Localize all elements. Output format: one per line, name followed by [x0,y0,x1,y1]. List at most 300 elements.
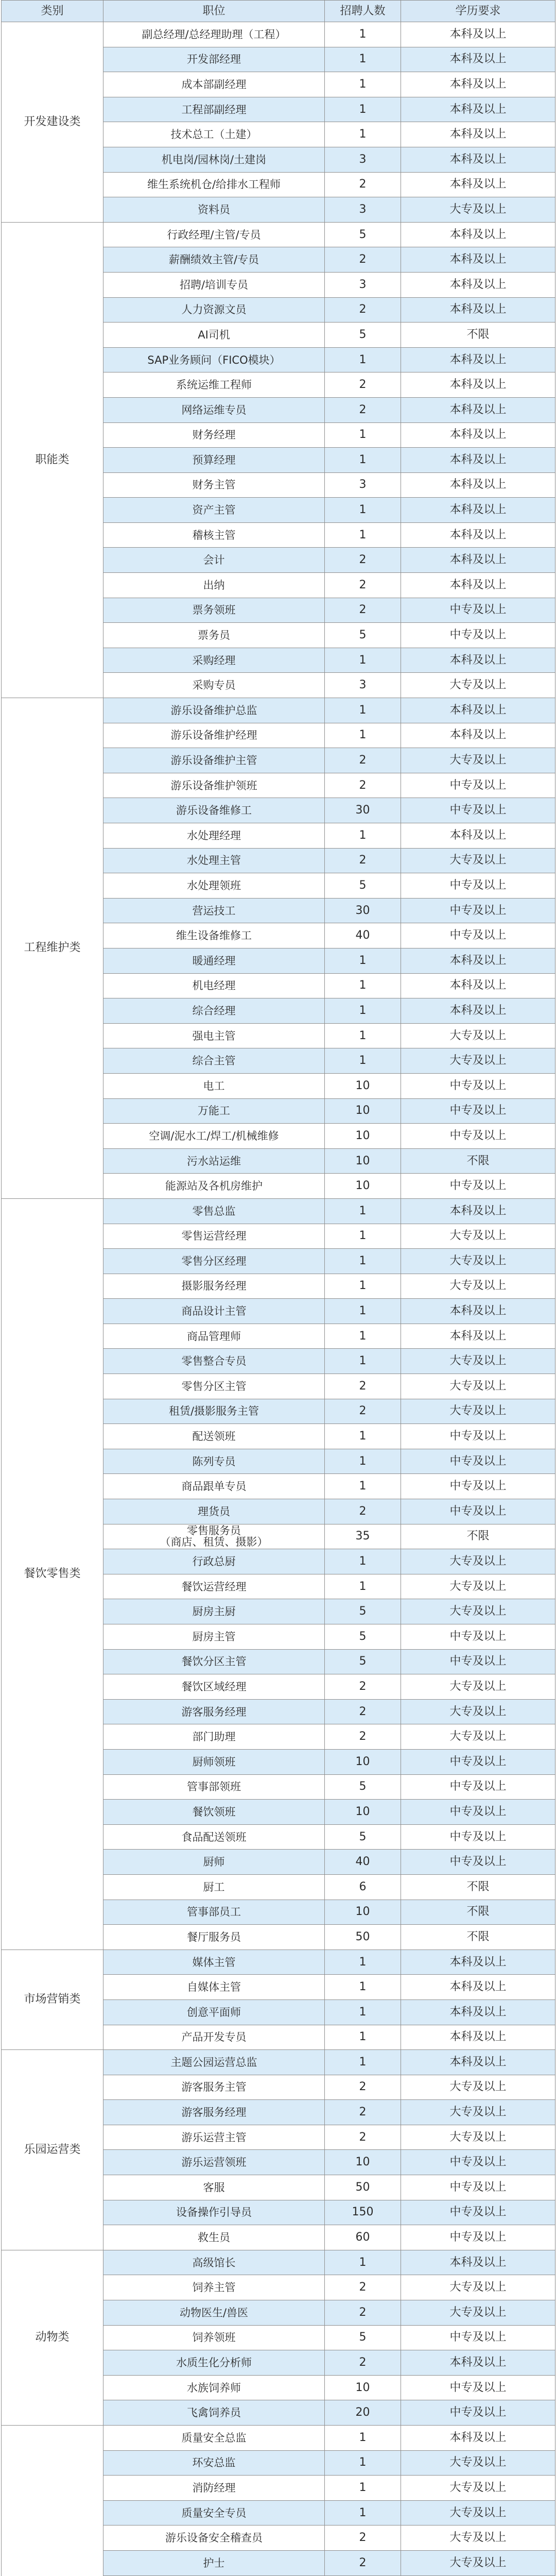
position-cell: 稽核主管 [103,522,325,548]
education-cell: 本科及以上 [401,973,555,998]
position-cell: 商品管理师 [103,1324,325,1349]
position-cell: 空调/泥水工/焊工/机械维修 [103,1124,325,1149]
position-cell: 零售分区主管 [103,1374,325,1399]
education-cell: 本科及以上 [401,97,555,122]
position-cell: 设备操作引导员 [103,2200,325,2225]
position-cell: 餐厅服务员 [103,1925,325,1950]
count-cell: 3 [325,272,401,297]
count-cell: 2 [325,598,401,623]
position-cell: 营运技工 [103,898,325,923]
header-education: 学历要求 [401,1,555,22]
position-cell: 饲养领班 [103,2325,325,2350]
position-cell: 游客服务主管 [103,2075,325,2100]
education-cell: 大专及以上 [401,1674,555,1700]
count-cell: 5 [325,1774,401,1800]
position-cell: 出纳 [103,573,325,598]
count-cell: 1 [325,1449,401,1474]
education-cell: 不限 [401,323,555,348]
position-cell: 摄影服务经理 [103,1274,325,1299]
position-cell: 维生系统机仓/给排水工程师 [103,172,325,197]
education-cell: 大专及以上 [401,2526,555,2551]
education-cell: 大专及以上 [401,2300,555,2326]
position-cell: 水处理主管 [103,848,325,873]
education-cell: 中专及以上 [401,1499,555,1524]
education-cell: 本科及以上 [401,723,555,748]
education-cell: 本科及以上 [401,222,555,247]
education-cell: 大专及以上 [401,1023,555,1048]
count-cell: 2 [325,2350,401,2376]
education-cell: 大专及以上 [401,748,555,773]
header-category: 类别 [2,1,103,22]
count-cell: 10 [325,1800,401,1825]
position-cell: 陈列专员 [103,1449,325,1474]
count-cell: 2 [325,548,401,573]
position-cell: 商品设计主管 [103,1299,325,1324]
education-cell: 大专及以上 [401,2476,555,2501]
position-cell: 副总经理/总经理助理（工程） [103,22,325,47]
count-cell: 2 [325,773,401,798]
count-cell: 1 [325,1249,401,1274]
position-cell: 零售整合专员 [103,1349,325,1374]
position-cell: 护士 [103,2550,325,2575]
education-cell: 本科及以上 [401,122,555,147]
category-cell: 开发建设类 [2,22,103,223]
count-cell: 1 [325,72,401,97]
position-cell: 招聘/培训专员 [103,272,325,297]
count-cell: 1 [325,522,401,548]
education-cell: 大专及以上 [401,1048,555,1074]
count-cell: 6 [325,1874,401,1900]
education-cell: 大专及以上 [401,2550,555,2575]
education-cell: 中专及以上 [401,923,555,948]
count-cell: 1 [325,1274,401,1299]
position-cell: 薪酬绩效主管/专员 [103,247,325,273]
count-cell: 1 [325,2050,401,2075]
count-cell: 5 [325,1824,401,1850]
position-cell: 部门助理 [103,1724,325,1750]
position-cell: 游乐设备维护经理 [103,723,325,748]
education-cell: 大专及以上 [401,2500,555,2526]
education-cell: 本科及以上 [401,2250,555,2275]
count-cell: 2 [325,1399,401,1424]
count-cell: 3 [325,197,401,223]
count-cell: 2 [325,297,401,323]
position-cell: 维生设备维修工 [103,923,325,948]
education-cell: 大专及以上 [401,2125,555,2150]
position-cell: 厨房主厨 [103,1599,325,1624]
count-cell: 1 [325,973,401,998]
count-cell: 1 [325,347,401,372]
count-cell: 5 [325,623,401,648]
education-cell: 大专及以上 [401,2075,555,2100]
position-cell: 客服 [103,2175,325,2200]
position-cell: 零售总监 [103,1198,325,1224]
education-cell: 本科及以上 [401,498,555,523]
count-cell: 10 [325,1900,401,1925]
education-cell: 本科及以上 [401,422,555,448]
position-cell: 零售运营经理 [103,1224,325,1249]
education-cell: 中专及以上 [401,1624,555,1650]
position-cell: 资产主管 [103,498,325,523]
education-cell: 本科及以上 [401,2050,555,2075]
position-cell: 工程部副经理 [103,97,325,122]
position-cell: 高级馆长 [103,2250,325,2275]
education-cell: 中专及以上 [401,2325,555,2350]
position-cell: 开发部经理 [103,47,325,72]
education-cell: 本科及以上 [401,472,555,498]
position-cell: 水质生化分析师 [103,2350,325,2376]
count-cell: 1 [325,498,401,523]
position-cell: 水处理经理 [103,823,325,849]
position-cell: 餐饮领班 [103,1800,325,1825]
count-cell: 2 [325,748,401,773]
table-body [2,22,555,2576]
count-cell: 1 [325,422,401,448]
count-cell: 35 [325,1524,401,1549]
education-cell: 中专及以上 [401,773,555,798]
position-cell: 游客服务经理 [103,2100,325,2125]
education-cell: 本科及以上 [401,522,555,548]
education-cell: 本科及以上 [401,573,555,598]
education-cell: 中专及以上 [401,798,555,823]
education-cell: 不限 [401,1524,555,1549]
count-cell: 1 [325,1950,401,1975]
count-cell: 5 [325,222,401,247]
education-cell: 不限 [401,1874,555,1900]
position-cell: 餐饮区域经理 [103,1674,325,1700]
count-cell: 1 [325,1324,401,1349]
education-cell: 大专及以上 [401,1699,555,1724]
count-cell: 2 [325,172,401,197]
table-row [2,22,555,47]
education-cell: 中专及以上 [401,2400,555,2426]
education-cell: 本科及以上 [401,22,555,47]
count-cell: 10 [325,1749,401,1774]
count-cell: 1 [325,2250,401,2275]
count-cell: 3 [325,673,401,698]
position-cell: 厨师领班 [103,1749,325,1774]
position-cell: 游乐运营主管 [103,2125,325,2150]
education-cell: 本科及以上 [401,1975,555,2000]
count-cell: 10 [325,1098,401,1124]
education-cell: 本科及以上 [401,1324,555,1349]
position-cell: 成本部副经理 [103,72,325,97]
education-cell: 大专及以上 [401,2100,555,2125]
table-row [2,2050,555,2075]
table-row [2,698,555,723]
position-cell: 行政经理/主管/专员 [103,222,325,247]
education-cell: 大专及以上 [401,1724,555,1750]
count-cell: 5 [325,1649,401,1674]
count-cell: 1 [325,97,401,122]
table-row [2,1198,555,1224]
count-cell: 5 [325,1624,401,1650]
education-cell: 大专及以上 [401,197,555,223]
position-cell: 理货员 [103,1499,325,1524]
count-cell: 1 [325,1975,401,2000]
count-cell: 1 [325,122,401,147]
count-cell: 1 [325,1424,401,1449]
position-cell: 厨工 [103,1874,325,1900]
position-cell: 租赁/摄影服务主管 [103,1399,325,1424]
position-cell: 厨师 [103,1850,325,1875]
education-cell: 本科及以上 [401,1198,555,1224]
count-cell: 1 [325,823,401,849]
education-cell: 中专及以上 [401,2225,555,2250]
education-cell: 中专及以上 [401,1774,555,1800]
education-cell: 大专及以上 [401,1224,555,1249]
category-cell: 餐饮零售类 [2,1198,103,1950]
count-cell: 40 [325,1850,401,1875]
count-cell: 1 [325,1574,401,1599]
position-cell: 电工 [103,1073,325,1098]
count-cell: 1 [325,2476,401,2501]
education-cell: 不限 [401,1925,555,1950]
education-cell: 中专及以上 [401,1424,555,1449]
count-cell: 2 [325,2100,401,2125]
education-cell: 本科及以上 [401,548,555,573]
table-row [2,1950,555,1975]
education-cell: 本科及以上 [401,948,555,973]
education-cell: 本科及以上 [401,1999,555,2025]
education-cell: 中专及以上 [401,2375,555,2400]
count-cell: 3 [325,472,401,498]
education-cell: 本科及以上 [401,297,555,323]
count-cell: 1 [325,998,401,1024]
education-cell: 大专及以上 [401,1399,555,1424]
position-cell: 机电岗/园林岗/土建岗 [103,147,325,172]
education-cell: 中专及以上 [401,1649,555,1674]
position-cell: 游乐设备维护总监 [103,698,325,723]
category-cell [2,2426,103,2576]
table-row [2,222,555,247]
table-row [2,2250,555,2275]
category-cell: 乐园运营类 [2,2050,103,2250]
position-cell: 财务主管 [103,472,325,498]
count-cell: 10 [325,1073,401,1098]
position-cell: 能源站及各机房维护 [103,1174,325,1199]
education-cell: 本科及以上 [401,2426,555,2451]
count-cell: 1 [325,1349,401,1374]
position-cell: 零售服务员 （商店、租赁、摄影） [103,1524,325,1549]
position-cell: 环安总监 [103,2450,325,2476]
education-cell: 本科及以上 [401,397,555,422]
education-cell: 本科及以上 [401,247,555,273]
count-cell: 1 [325,1474,401,1499]
education-cell: 中专及以上 [401,1824,555,1850]
education-cell: 本科及以上 [401,47,555,72]
position-cell: 综合经理 [103,998,325,1024]
education-cell: 中专及以上 [401,1449,555,1474]
count-cell: 10 [325,1148,401,1174]
count-cell: 5 [325,323,401,348]
count-cell: 40 [325,923,401,948]
position-cell: 主题公园运营总监 [103,2050,325,2075]
position-cell: 票务员 [103,623,325,648]
count-cell: 1 [325,1299,401,1324]
count-cell: 1 [325,723,401,748]
position-cell: 管事部员工 [103,1900,325,1925]
position-cell: 采购专员 [103,673,325,698]
education-cell: 中专及以上 [401,873,555,899]
education-cell: 大专及以上 [401,848,555,873]
count-cell: 150 [325,2200,401,2225]
education-cell: 本科及以上 [401,147,555,172]
count-cell: 1 [325,1224,401,1249]
count-cell: 1 [325,2025,401,2050]
position-cell: 万能工 [103,1098,325,1124]
education-cell: 大专及以上 [401,1599,555,1624]
position-cell: 产品开发专员 [103,2025,325,2050]
count-cell: 2 [325,2075,401,2100]
position-cell: 会计 [103,548,325,573]
count-cell: 10 [325,1174,401,1199]
position-cell: 餐饮运营经理 [103,1574,325,1599]
position-cell: AI司机 [103,323,325,348]
education-cell: 大专及以上 [401,1349,555,1374]
education-cell: 大专及以上 [401,1574,555,1599]
position-cell: 人力资源文员 [103,297,325,323]
education-cell: 大专及以上 [401,1549,555,1574]
education-cell: 中专及以上 [401,1749,555,1774]
education-cell: 中专及以上 [401,598,555,623]
education-cell: 本科及以上 [401,272,555,297]
education-cell: 本科及以上 [401,648,555,673]
count-cell: 30 [325,798,401,823]
position-cell: 配送领班 [103,1424,325,1449]
education-cell: 中专及以上 [401,1174,555,1199]
count-cell: 1 [325,698,401,723]
education-cell: 中专及以上 [401,1098,555,1124]
count-cell: 50 [325,2175,401,2200]
count-cell: 2 [325,573,401,598]
count-cell: 50 [325,1925,401,1950]
education-cell: 中专及以上 [401,2200,555,2225]
position-cell: 游乐设备安全稽查员 [103,2526,325,2551]
count-cell: 2 [325,848,401,873]
count-cell: 5 [325,2325,401,2350]
position-cell: 救生员 [103,2225,325,2250]
position-cell: 商品跟单专员 [103,1474,325,1499]
count-cell: 60 [325,2225,401,2250]
education-cell: 中专及以上 [401,898,555,923]
education-cell: 大专及以上 [401,1374,555,1399]
position-cell: 采购经理 [103,648,325,673]
count-cell: 1 [325,1023,401,1048]
category-cell: 职能类 [2,222,103,698]
count-cell: 1 [325,1198,401,1224]
table-row [2,2426,555,2451]
count-cell: 10 [325,2150,401,2175]
count-cell: 1 [325,2500,401,2526]
count-cell: 2 [325,2300,401,2326]
education-cell: 大专及以上 [401,2450,555,2476]
position-cell: 媒体主管 [103,1950,325,1975]
count-cell: 2 [325,1699,401,1724]
education-cell: 大专及以上 [401,1274,555,1299]
education-cell: 本科及以上 [401,448,555,473]
count-cell: 1 [325,948,401,973]
education-cell: 中专及以上 [401,1850,555,1875]
position-cell: 零售分区经理 [103,1249,325,1274]
count-cell: 1 [325,1048,401,1074]
position-cell: 自媒体主管 [103,1975,325,2000]
position-cell: 系统运维工程师 [103,372,325,398]
position-cell: 饲养主管 [103,2275,325,2300]
education-cell: 大专及以上 [401,673,555,698]
position-cell: 动物医生/兽医 [103,2300,325,2326]
count-cell: 1 [325,648,401,673]
count-cell: 20 [325,2400,401,2426]
position-cell: 综合主管 [103,1048,325,1074]
category-cell: 市场营销类 [2,1950,103,2049]
count-cell: 1 [325,1549,401,1574]
count-cell: 2 [325,1374,401,1399]
position-cell: 技术总工（土建） [103,122,325,147]
position-cell: 质量安全总监 [103,2426,325,2451]
count-cell: 2 [325,2125,401,2150]
position-cell: 游乐设备维修工 [103,798,325,823]
table-header-row [2,1,555,22]
count-cell: 2 [325,1674,401,1700]
position-cell: 游客服务经理 [103,1699,325,1724]
position-cell: 预算经理 [103,448,325,473]
position-cell: SAP业务顾问（FICO模块） [103,347,325,372]
education-cell: 本科及以上 [401,823,555,849]
count-cell: 5 [325,873,401,899]
category-cell: 工程维护类 [2,698,103,1199]
position-cell: 机电经理 [103,973,325,998]
education-cell: 中专及以上 [401,1474,555,1499]
position-cell: 餐饮分区主管 [103,1649,325,1674]
count-cell: 10 [325,2375,401,2400]
position-cell: 飞禽饲养员 [103,2400,325,2426]
education-cell: 本科及以上 [401,698,555,723]
count-cell: 2 [325,1499,401,1524]
education-cell: 中专及以上 [401,2175,555,2200]
category-cell: 动物类 [2,2250,103,2425]
position-cell: 消防经理 [103,2476,325,2501]
position-cell: 票务领班 [103,598,325,623]
count-cell: 2 [325,247,401,273]
count-cell: 1 [325,2450,401,2476]
count-cell: 3 [325,147,401,172]
position-cell: 网络运维专员 [103,397,325,422]
education-cell: 本科及以上 [401,72,555,97]
education-cell: 大专及以上 [401,2275,555,2300]
position-cell: 污水站运维 [103,1148,325,1174]
header-count: 招聘人数 [325,1,401,22]
education-cell: 本科及以上 [401,2350,555,2376]
count-cell: 2 [325,1724,401,1750]
education-cell: 中专及以上 [401,623,555,648]
header-position: 职位 [103,1,325,22]
count-cell: 1 [325,47,401,72]
count-cell: 1 [325,1999,401,2025]
count-cell: 2 [325,397,401,422]
count-cell: 30 [325,898,401,923]
position-cell: 质量安全专员 [103,2500,325,2526]
education-cell: 大专及以上 [401,1249,555,1274]
position-cell: 财务经理 [103,422,325,448]
count-cell: 2 [325,2275,401,2300]
position-cell: 水处理领班 [103,873,325,899]
count-cell: 1 [325,448,401,473]
count-cell: 5 [325,1599,401,1624]
count-cell: 10 [325,1124,401,1149]
position-cell: 水族饲养师 [103,2375,325,2400]
education-cell: 本科及以上 [401,2025,555,2050]
